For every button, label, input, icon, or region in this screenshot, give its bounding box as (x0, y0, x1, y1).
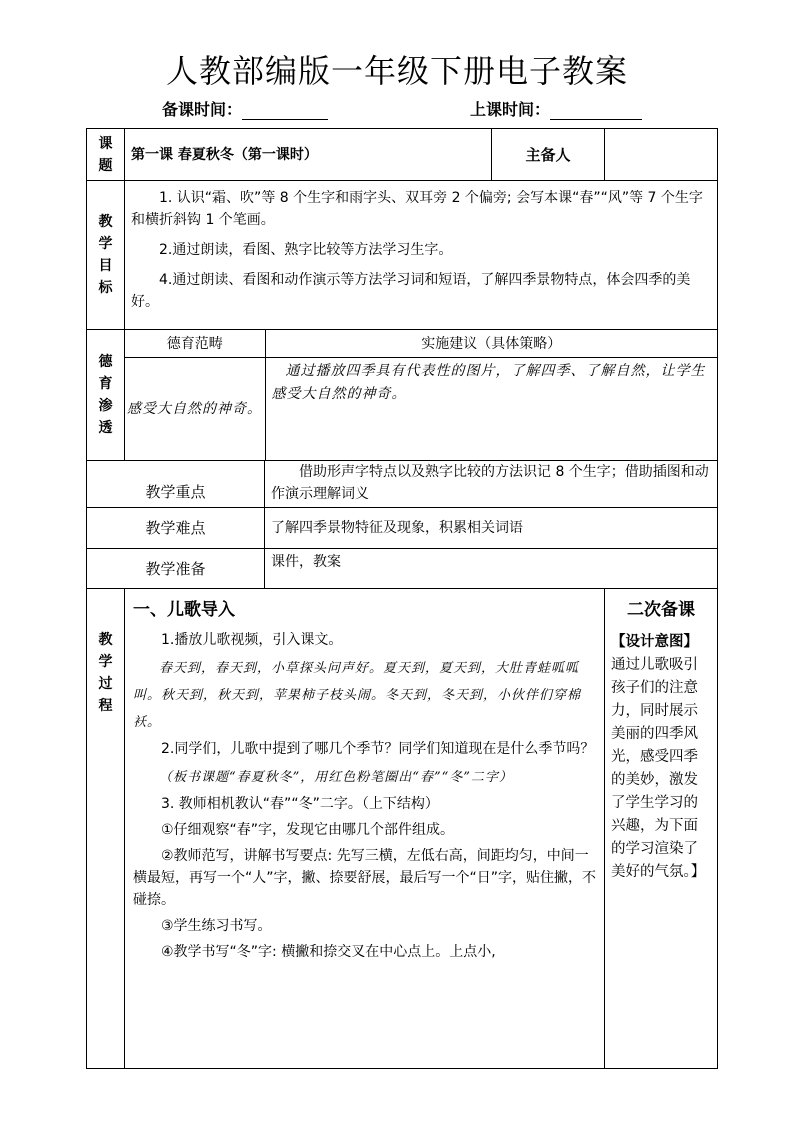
topic-label: 课题 (87, 129, 125, 181)
topic-row (87, 129, 718, 181)
difficulties-row (87, 508, 718, 549)
moral-inner-table (125, 330, 717, 460)
substep-1: ①仔细观察“春”字，发现它由哪几个部件组成。 (161, 822, 455, 838)
keypoints-label: 教学重点 (87, 461, 265, 508)
substep-3: ③学生练习书写。 (161, 918, 272, 934)
moral-category: 感受大自然的神奇。 (127, 400, 262, 417)
difficulties-label: 教学难点 (87, 508, 265, 549)
process-label: 教学过程 (87, 589, 125, 1069)
objectives-row (87, 181, 718, 330)
substep-4: ④教学书写“冬”字: 横撇和捺交叉在中心点上。上点小, (161, 944, 496, 960)
objective-item: 2.通过朗读，看图、熟字比较等方法学习生字。 (159, 242, 453, 258)
preparer-label: 主备人 (492, 129, 605, 181)
preparation-value: 课件，教案 (265, 549, 718, 589)
moral-row (87, 330, 718, 461)
section-title: 一、儿歌导入 (133, 600, 235, 620)
prep-time-blank[interactable] (242, 101, 328, 120)
moral-content (125, 330, 718, 461)
moral-col1-header: 德育范畴 (125, 330, 265, 358)
step-3: 3. 教师相机教认“春”“冬”二字。（上下结构） (161, 796, 439, 812)
design-intent-label: 【设计意图】 (611, 634, 698, 650)
objective-item: 1. 认识“霜、吹”等 8 个生字和雨字头、双耳旁 2 个偏旁; 会写本课“春”“风”等 7 个生字和横折斜钩 1 个笔画。 (131, 190, 703, 228)
substep-2: ②教师范写，讲解书写要点: 先写三横，左低右高，间距均匀，中间一横最短，再写一个“人”字，撇、捺要舒展，最后写一个“日”字，贴住撇，不碰捺。 (133, 848, 597, 908)
secondary-prep-title: 二次备课 (627, 600, 695, 620)
preparation-row (87, 549, 718, 589)
process-row (87, 589, 718, 1069)
design-intent (611, 631, 711, 884)
step-1: 1.播放儿歌视频，引入课文。 (161, 632, 343, 648)
board-note: （板书课题“春夏秋冬”，用红色粉笔圈出“春”“冬”二字） (159, 770, 513, 785)
moral-label: 德育渗透 (87, 330, 125, 461)
objective-item: 4.通过朗读、看图和动作演示等方法学习词和短语，了解四季景物特点，体会四季的美好。 (131, 272, 691, 310)
difficulties-value: 了解四季景物特征及现象，积累相关词语 (265, 508, 718, 549)
lesson-plan-table (86, 128, 718, 1069)
secondary-prep-column (605, 589, 718, 1069)
preparer-value[interactable] (605, 129, 718, 181)
document-title: 人教部编版一年级下册电子教案 (165, 52, 628, 90)
keypoints-value: 借助形声字特点以及熟字比较的方法识记 8 个生字；借助插图和动作演示理解词义 (265, 461, 718, 508)
process-content (125, 589, 605, 1069)
step-2: 2.同学们，儿歌中提到了哪几个季节？同学们知道现在是什么季节吗？ (161, 741, 595, 757)
class-time-blank[interactable] (550, 101, 642, 120)
class-time-row (470, 97, 642, 120)
prep-time-row (162, 97, 328, 120)
objectives-content (125, 181, 718, 330)
moral-suggestion: 通过播放四季具有代表性的图片，了解四季、了解自然，让学生感受大自然的神奇。 (265, 358, 717, 460)
prep-time-label: 备课时间： (162, 100, 243, 119)
nursery-rhyme: 春天到，春天到，小草探头问声好。夏天到，夏天到，大肚青蛙呱呱叫。秋天到，秋天到，苹果柿子枝头闹。冬天到，冬天到，小伙伴们穿棉袄。 (133, 661, 582, 730)
keypoints-row (87, 461, 718, 508)
lesson-title: 第一课 春夏秋冬（第一课时） (125, 129, 492, 181)
design-intent-text: 通过儿歌吸引孩子们的注意力，同时展示美丽的四季风光，感受四季的美妙，激发了学生学习的兴趣，为下面的学习渲染了美好的气氛。】 (611, 657, 706, 880)
moral-col2-header: 实施建议（具体策略） (265, 330, 717, 358)
preparation-label: 教学准备 (87, 549, 265, 589)
class-time-label: 上课时间： (470, 100, 551, 119)
objectives-label: 教学目标 (87, 181, 125, 330)
